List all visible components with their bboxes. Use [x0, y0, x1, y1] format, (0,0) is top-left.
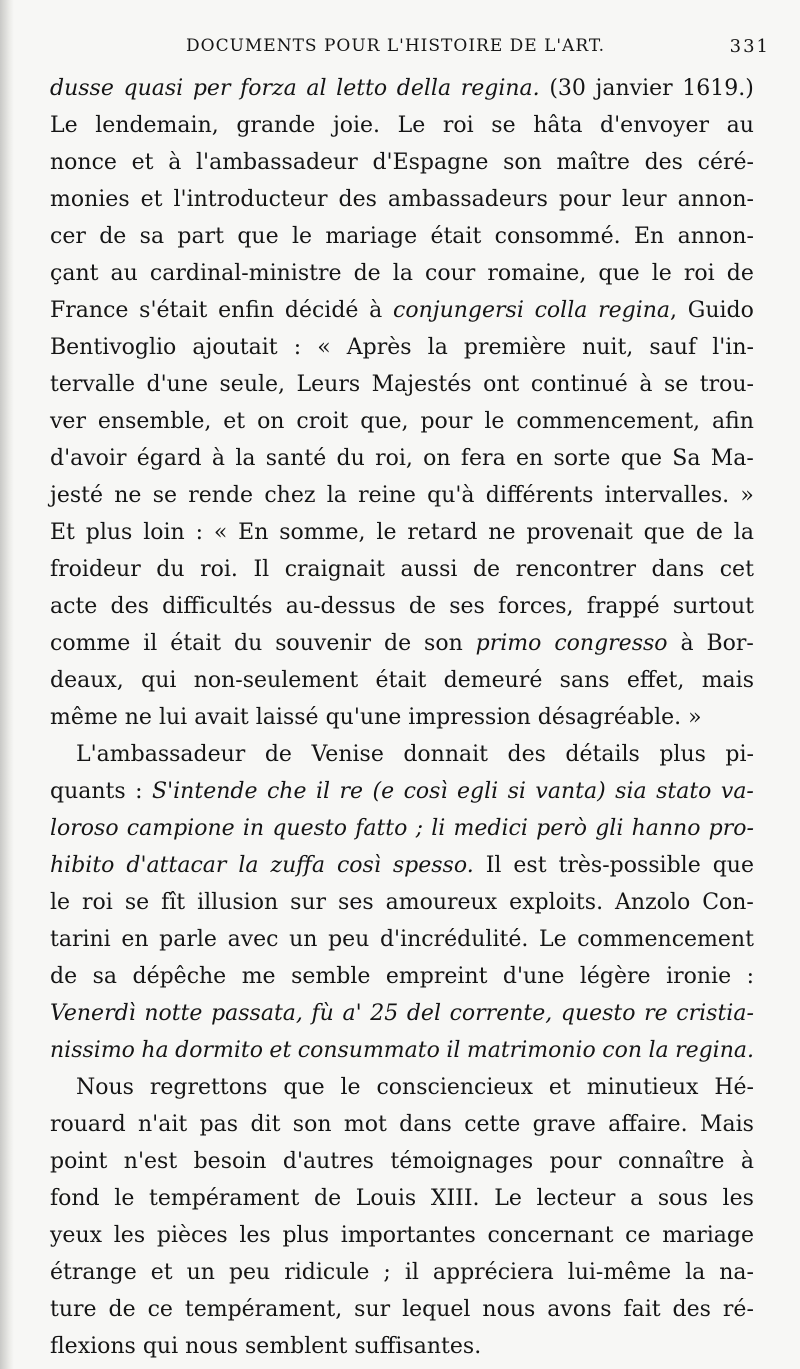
- text-line: deaux, qui non-seulement était demeuré sans effet, mais: [50, 668, 754, 693]
- text-line: quants : S'intende che il re (e così egli si vanta) sia stato va-: [50, 779, 754, 804]
- text-line: tervalle d'une seule, Leurs Majestés ont continué à se trou-: [50, 372, 754, 397]
- text-line: L'ambassadeur de Venise donnait des détails plus pi-: [76, 742, 754, 767]
- text-line: ture de ce tempérament, sur lequel nous avons fait des ré-: [50, 1297, 754, 1322]
- text-line: ver ensemble, et on croit que, pour le commencement, afin: [50, 409, 754, 434]
- text-line: froideur du roi. Il craignait aussi de rencontrer dans cet: [50, 557, 754, 582]
- text-line: Et plus loin : « En somme, le retard ne provenait que de la: [50, 520, 754, 545]
- text-line: nissimo ha dormito et consummato il matrimonio con la regina.: [50, 1038, 754, 1063]
- running-header: [186, 36, 770, 60]
- text-line: çant au cardinal-ministre de la cour romaine, que le roi de: [50, 261, 754, 286]
- text-line: cer de sa part que le mariage était consommé. En annon-: [50, 224, 754, 249]
- text-line: comme il était du souvenir de son primo congresso à Bor-: [50, 631, 754, 656]
- running-title: DOCUMENTS POUR L'HISTOIRE DE L'ART.: [186, 36, 606, 56]
- text-line: yeux les pièces les plus importantes concernant ce mariage: [50, 1223, 754, 1248]
- text-line: flexions qui nous semblent suffisantes.: [50, 1334, 482, 1359]
- text-line: point n'est besoin d'autres témoignages pour connaître à: [50, 1149, 754, 1174]
- text-line: Le lendemain, grande joie. Le roi se hâta d'envoyer au: [50, 113, 754, 138]
- text-line: fond le tempérament de Louis XIII. Le lecteur a sous les: [50, 1186, 754, 1211]
- text-line: même ne lui avait laissé qu'une impression désagréable. »: [50, 705, 702, 730]
- text-line: tarini en parle avec un peu d'incrédulité. Le commencement: [50, 927, 754, 952]
- text-line: dusse quasi per forza al letto della regina. (30 janvier 1619.): [50, 76, 754, 101]
- text-line: le roi se fît illusion sur ses amoureux exploits. Anzolo Con-: [50, 890, 754, 915]
- text-line: Nous regrettons que le consciencieux et minutieux Hé-: [76, 1075, 754, 1100]
- text-line: Venerdì notte passata, fù a' 25 del corrente, questo re cristia-: [50, 1001, 754, 1026]
- text-line: France s'était enfin décidé à conjungersi colla regina, Guido: [50, 298, 754, 323]
- text-line: jesté ne se rende chez la reine qu'à différents intervalles. »: [50, 483, 754, 508]
- text-line: rouard n'ait pas dit son mot dans cette grave affaire. Mais: [50, 1112, 754, 1137]
- page-number: 331: [729, 36, 770, 57]
- text-line: acte des difficultés au-dessus de ses forces, frappé surtout: [50, 594, 754, 619]
- text-line: loroso campione in questo fatto ; li medici però gli hanno pro-: [50, 816, 754, 841]
- text-line: nonce et à l'ambassadeur d'Espagne son maître des céré-: [50, 150, 754, 175]
- text-line: monies et l'introducteur des ambassadeurs pour leur annon-: [50, 187, 754, 212]
- text-line: de sa dépêche me semble empreint d'une légère ironie :: [50, 964, 754, 989]
- text-line: Bentivoglio ajoutait : « Après la première nuit, sauf l'in-: [50, 335, 754, 360]
- text-line: étrange et un peu ridicule ; il appréciera lui-même la na-: [50, 1260, 754, 1285]
- text-body: [50, 70, 754, 1365]
- text-line: hibito d'attacar la zuffa così spesso. Il est très-possible que: [50, 853, 754, 878]
- text-line: d'avoir égard à la santé du roi, on fera en sorte que Sa Ma-: [50, 446, 754, 471]
